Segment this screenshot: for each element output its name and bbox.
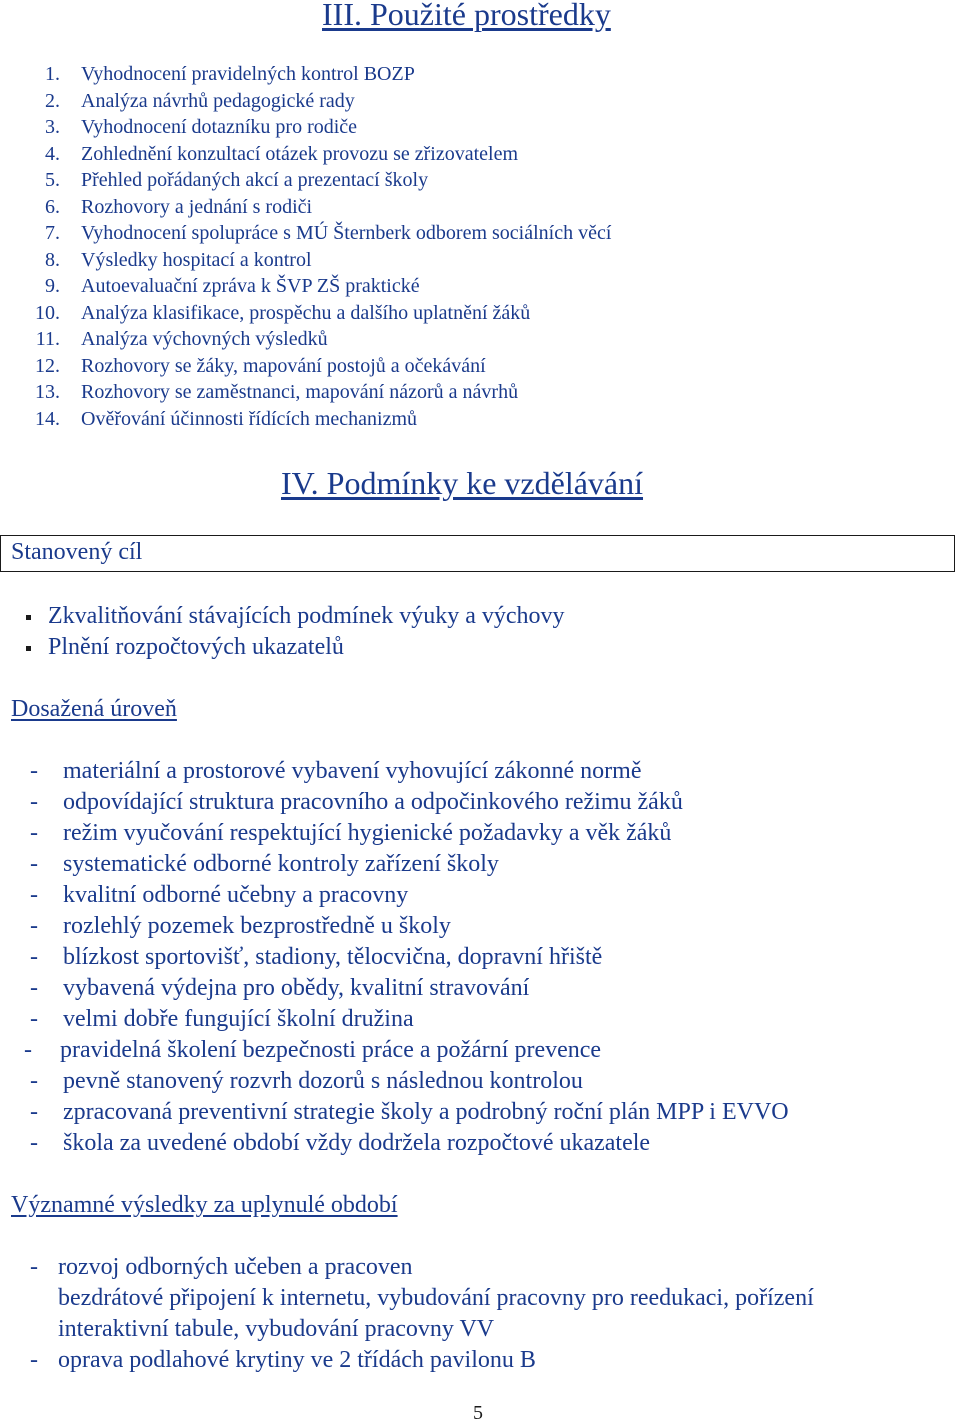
dash-marker: - (30, 975, 38, 1001)
list-item-text: bezdrátové připojení k internetu, vybudování pracovny pro reedukaci, pořízení (58, 1285, 814, 1311)
list-item-text: blízkost sportovišť, stadiony, tělocvična, dopravní hřiště (63, 944, 603, 970)
list-item-text: interaktivní tabule, vybudování pracovny VV (58, 1316, 495, 1342)
dash-marker: - (24, 1037, 32, 1063)
list-item (0, 789, 940, 820)
list-item-text: vybavená výdejna pro obědy, kvalitní stravování (63, 975, 530, 1001)
list-item (0, 1316, 940, 1347)
list-item-text: velmi dobře fungující školní družina (63, 1006, 414, 1032)
list-item-number: 4. (45, 143, 60, 165)
list-item (0, 1130, 940, 1161)
list-item-text: materiální a prostorové vybavení vyhovující zákonné normě (63, 758, 642, 784)
dash-marker: - (30, 1099, 38, 1125)
achieved-heading: Dosažená úroveň (11, 696, 177, 722)
list-item (0, 975, 940, 1006)
list-item-text: Přehled pořádaných akcí a prezentací školy (81, 169, 429, 191)
list-item-text: Rozhovory a jednání s rodiči (81, 196, 313, 218)
list-item (0, 758, 940, 789)
dash-marker: - (30, 1006, 38, 1032)
list-item-text: Analýza výchovných výsledků (81, 328, 328, 350)
list-item (0, 275, 700, 302)
list-item-text: škola za uvedené období vždy dodržela rozpočtové ukazatele (63, 1130, 651, 1156)
list-item-text: systematické odborné kontroly zařízení školy (63, 851, 499, 877)
list-item (0, 1254, 940, 1285)
list-item-number: 6. (45, 196, 60, 218)
list-item-text: Vyhodnocení spolupráce s MÚ Šternberk odborem sociálních věcí (81, 222, 612, 244)
list-item-text: Analýza návrhů pedagogické rady (81, 90, 355, 112)
list-item-number: 12. (35, 355, 60, 377)
list-item-text: odpovídající struktura pracovního a odpočinkového režimu žáků (63, 789, 683, 815)
list-item-number: 8. (45, 249, 60, 271)
dash-marker: - (30, 758, 38, 784)
list-item (0, 1099, 940, 1130)
list-item (0, 1068, 940, 1099)
dash-marker: - (30, 789, 38, 815)
list-item-number: 13. (35, 381, 60, 403)
list-item-text: pevně stanovený rozvrh dozorů s následnou kontrolou (63, 1068, 583, 1094)
dash-marker: - (30, 913, 38, 939)
square-bullet-icon (26, 615, 31, 620)
list-item-number: 9. (45, 275, 60, 297)
list-item-number: 10. (35, 302, 60, 324)
list-item-text: Zohlednění konzultací otázek provozu se zřizovatelem (81, 143, 519, 165)
list-item-number: 1. (45, 63, 60, 85)
list-item (0, 116, 700, 143)
list-item (0, 222, 700, 249)
square-bullet-icon (26, 646, 31, 651)
list-item (0, 196, 700, 223)
list-item (0, 355, 700, 382)
list-item-number: 7. (45, 222, 60, 244)
list-item (0, 1347, 940, 1378)
list-item (0, 302, 700, 329)
dash-marker: - (30, 1130, 38, 1156)
list-item-text: Analýza klasifikace, prospěchu a dalšího uplatnění žáků (81, 302, 531, 324)
list-item-number: 5. (45, 169, 60, 191)
dash-marker: - (30, 1068, 38, 1094)
list-item (0, 249, 700, 276)
list-item-text: rozlehlý pozemek bezprostředně u školy (63, 913, 451, 939)
list-item (0, 1037, 940, 1068)
dash-marker: - (30, 1254, 38, 1280)
list-item-text: rozvoj odborných učeben a pracoven (58, 1254, 413, 1280)
list-item (0, 1285, 940, 1316)
goal-item: Plnění rozpočtových ukazatelů (48, 634, 344, 660)
list-item (0, 851, 940, 882)
goal-item: Zkvalitňování stávajících podmínek výuky a výchovy (48, 603, 565, 629)
list-item-number: 11. (35, 328, 60, 350)
section-4-title: IV. Podmínky ke vzdělávání (281, 465, 644, 501)
list-item (0, 328, 700, 355)
list-item (0, 913, 940, 944)
list-item-number: 14. (35, 408, 60, 430)
list-item-text: Autoevaluační zpráva k ŠVP ZŠ praktické (81, 275, 420, 297)
list-item-text: kvalitní odborné učebny a pracovny (63, 882, 409, 908)
list-item-number: 3. (45, 116, 60, 138)
list-item-text: pravidelná školení bezpečnosti práce a požární prevence (60, 1037, 602, 1063)
list-item (0, 63, 700, 90)
list-item-text: Rozhovory se zaměstnanci, mapování názorů a návrhů (81, 381, 519, 403)
list-item-text: režim vyučování respektující hygienické požadavky a věk žáků (63, 820, 672, 846)
list-item (0, 169, 700, 196)
list-item-text: Vyhodnocení pravidelných kontrol BOZP (81, 63, 415, 85)
list-item-text: Vyhodnocení dotazníku pro rodiče (81, 116, 358, 138)
page-number: 5 (473, 1402, 483, 1424)
dash-marker: - (30, 944, 38, 970)
list-item (0, 408, 700, 435)
results-heading: Významné výsledky za uplynulé období (11, 1192, 398, 1218)
goal-label: Stanovený cíl (11, 539, 143, 565)
list-item-text: Ověřování účinnosti řídících mechanizmů (81, 408, 418, 430)
list-item-text: Výsledky hospitací a kontrol (81, 249, 312, 271)
list-item (0, 143, 700, 170)
section-3-title: III. Použité prostředky (322, 0, 611, 32)
dash-marker: - (30, 1347, 38, 1373)
list-item-number: 2. (45, 90, 60, 112)
dash-marker: - (30, 882, 38, 908)
list-item (0, 944, 940, 975)
dash-marker: - (30, 851, 38, 877)
list-item (0, 1006, 940, 1037)
goal-box (0, 535, 955, 572)
list-item-text: Rozhovory se žáky, mapování postojů a očekávání (81, 355, 486, 377)
list-item (0, 381, 700, 408)
list-item (0, 820, 940, 851)
list-item-text: oprava podlahové krytiny ve 2 třídách pavilonu B (58, 1347, 536, 1373)
list-item (0, 90, 700, 117)
list-item (0, 882, 940, 913)
dash-marker: - (30, 820, 38, 846)
list-item-text: zpracovaná preventivní strategie školy a podrobný roční plán MPP i EVVO (63, 1099, 789, 1125)
